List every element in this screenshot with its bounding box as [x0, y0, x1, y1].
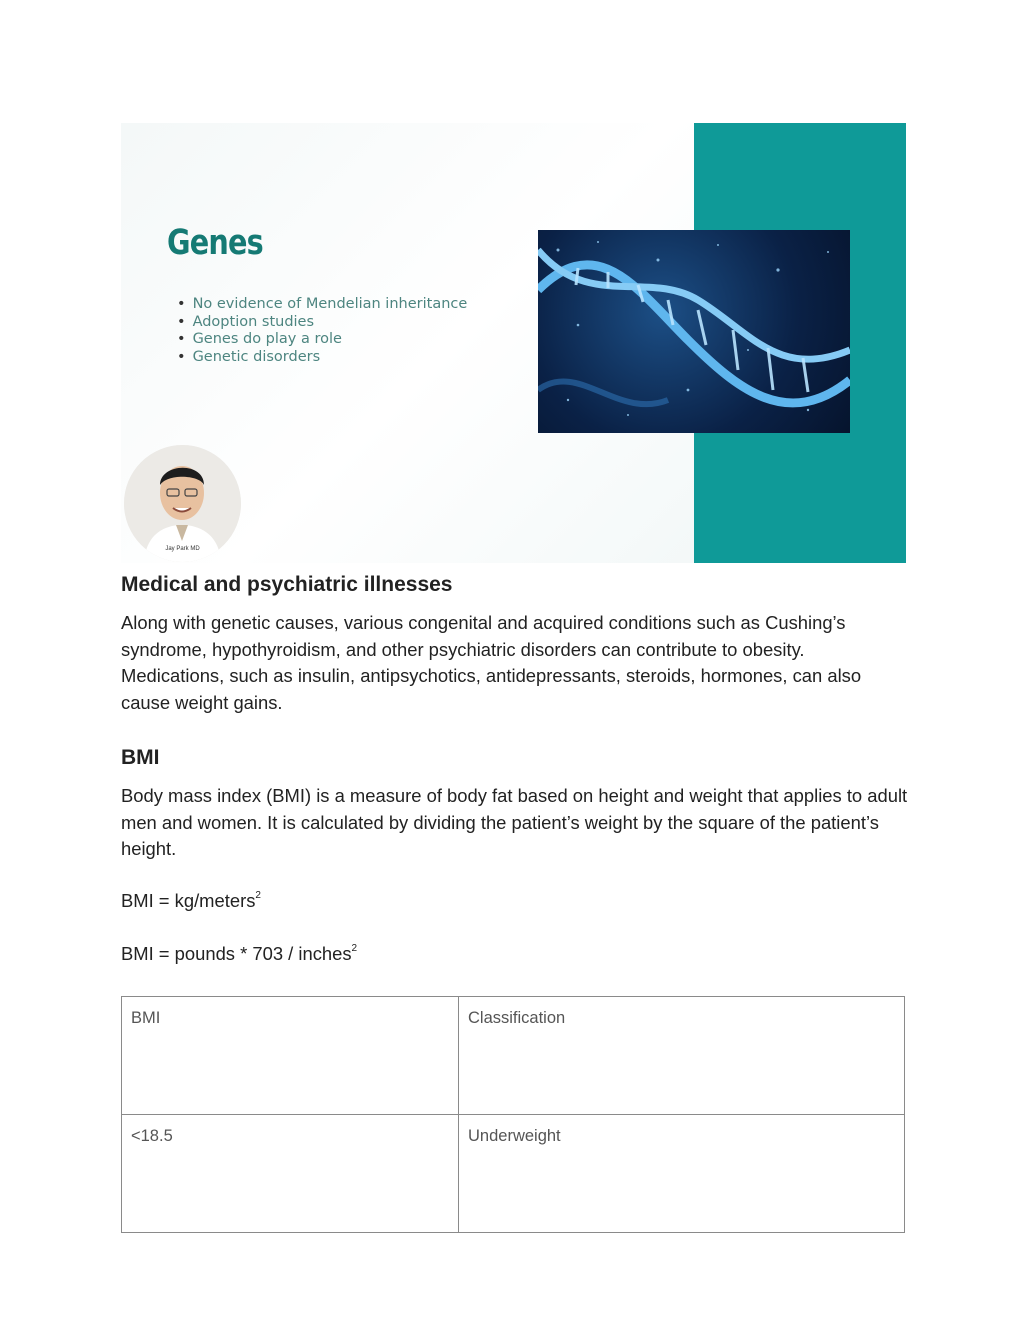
- avatar-caption: Jay Park MD: [165, 546, 200, 552]
- genes-slide-image: [121, 123, 906, 563]
- bmi-formula-imperial: [121, 943, 357, 965]
- slide-bullet-list: [177, 296, 467, 366]
- section-heading-medical: Medical and psychiatric illnesses: [121, 573, 453, 596]
- formula-text: BMI = pounds * 703 / inches: [121, 943, 352, 964]
- formula-exponent: 2: [255, 890, 261, 901]
- bmi-formula-metric: [121, 890, 261, 912]
- section-paragraph-bmi: Body mass index (BMI) is a measure of body fat based on height and weight that applies to adult men and women. It is calculated by dividing the patient’s weight by the square of the patient’s height.: [121, 785, 908, 859]
- slide-bullet: • Adoption studies: [177, 314, 467, 332]
- person-icon: [124, 445, 241, 562]
- presenter-avatar: [124, 445, 241, 562]
- table-cell: Underweight: [459, 1115, 905, 1233]
- formula-text: BMI = kg/meters: [121, 890, 256, 911]
- section-paragraph-medical: Along with genetic causes, various congenital and acquired conditions such as Cushing’s syndrome, hypothyroidism, and other psychiatric disorders can contribute to obesity. Medications, such as insulin, antipsychotics, antidepressants, steroids, hormones, can also cause weight gains.: [121, 612, 862, 713]
- slide-title: Genes: [167, 223, 263, 263]
- table-header-row: [122, 997, 905, 1115]
- slide-bullet: • Genetic disorders: [177, 349, 467, 367]
- formula-exponent: 2: [351, 943, 358, 954]
- dna-helix-image: [538, 230, 850, 433]
- bmi-classification-table: [121, 996, 905, 1233]
- table-row: [122, 1115, 905, 1233]
- table-header-cell: BMI: [122, 997, 459, 1115]
- dna-helix-icon: [538, 230, 850, 433]
- table-header-cell: Classification: [459, 997, 905, 1115]
- slide-bullet: • No evidence of Mendelian inheritance: [177, 296, 467, 314]
- table-cell: <18.5: [122, 1115, 459, 1233]
- section-heading-bmi: BMI: [121, 746, 160, 769]
- slide-bullet: • Genes do play a role: [177, 331, 467, 349]
